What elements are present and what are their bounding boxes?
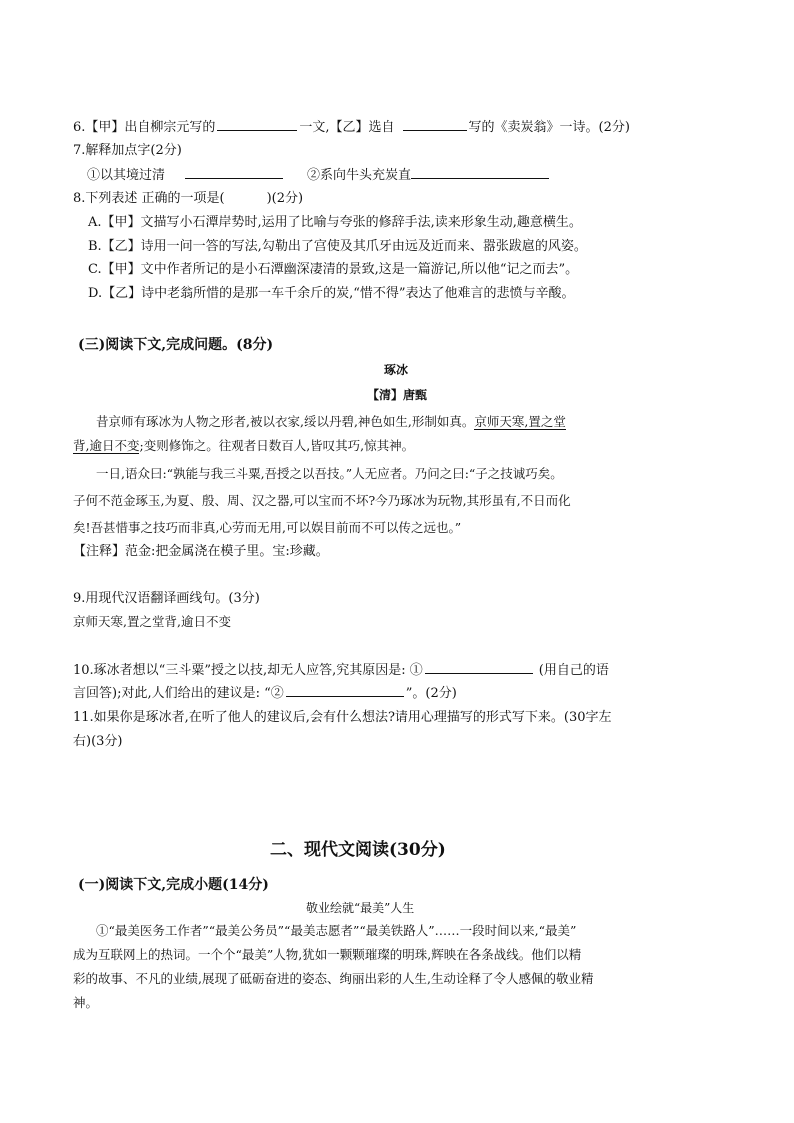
q8-option-b: B.【乙】诗用一问一答的写法,勾勒出了宫使及其爪牙由远及近而来、嚣张跋扈的风姿。	[88, 239, 587, 254]
q6-text-post: 写的《卖炭翁》一诗。(2分)	[468, 120, 630, 135]
q6-blank-2[interactable]	[403, 118, 467, 131]
part-2-subheading: (一)阅读下文,完成小题(14分)	[78, 877, 269, 893]
q8-option-d: D.【乙】诗中老翁所惜的是那一车千余斤的炭,“惜不得”表达了他难言的悲愤与辛酸。	[88, 286, 575, 301]
passage-author: 【清】唐甄	[367, 388, 428, 402]
article-line-4: 神。	[73, 995, 99, 1010]
passage-line-2	[73, 437, 414, 455]
q10-text-c: 言回答);对此,人们给出的建议是: “②	[73, 686, 284, 701]
q6-text-mid: 一文,【乙】选自	[299, 120, 395, 135]
q8-text-pre: 8.下列表述 正确的一项是(	[73, 191, 225, 206]
question-7-items	[87, 166, 549, 185]
question-9-sentence: 京师天寒,置之堂背,逾日不变	[73, 614, 231, 629]
question-10-line-1	[73, 661, 609, 680]
q10-blank-1[interactable]	[425, 661, 533, 674]
question-11-line-2: 右)(3分)	[73, 734, 123, 749]
article-title: 敬业绘就“最美”人生	[306, 901, 415, 915]
underlined-sentence-part-2: 背,逾日不变	[73, 438, 140, 453]
q10-text-d: ”。(2分)	[405, 686, 457, 701]
passage-line-5: 矣!吾甚惜事之技巧而非真,心劳而无用,可以娱目前而不可以传之远也。”	[73, 520, 462, 535]
q6-blank-1[interactable]	[217, 118, 297, 131]
question-7-title: 7.解释加点字(2分)	[73, 143, 182, 158]
question-9: 9.用现代汉语翻译画线句。(3分)	[73, 591, 260, 606]
article-line-2: 成为互联网上的热词。一个个“最美”人物,犹如一颗颗璀璨的明珠,辉映在各条战线。他们以精	[73, 947, 582, 962]
question-10-line-2	[73, 684, 457, 703]
q10-text-a: 10.琢冰者想以“三斗粟”授之以技,却无人应答,究其原因是: ①	[73, 663, 423, 678]
q7-blank-a[interactable]	[185, 166, 283, 179]
article-line-1: ①“最美医务工作者”“最美公务员”“最美志愿者”“最美铁路人”……一段时间以来,“最美”	[96, 923, 577, 938]
q7-item-b: ②系向牛头充炭直	[307, 168, 412, 183]
question-11-line-1: 11.如果你是琢冰者,在听了他人的建议后,会有什么想法?请用心理描写的形式写下来。(30字左	[73, 710, 612, 725]
q10-text-b: (用自己的语	[538, 663, 609, 678]
question-6	[73, 118, 630, 137]
passage-title: 琢冰	[384, 363, 409, 377]
q8-option-a: A.【甲】文描写小石潭岸势时,运用了比喻与夸张的修辞手法,读来形象生动,趣意横生。	[88, 215, 582, 230]
section-3-heading: (三)阅读下文,完成问题。(8分)	[78, 337, 274, 353]
passage-line-3: 一日,语众曰:“孰能与我三斗粟,吾授之以吾技。”人无应者。乃问之曰:“子之技诚巧矣。	[96, 466, 563, 481]
passage-line-1	[96, 413, 566, 431]
q7-blank-b[interactable]	[411, 166, 549, 179]
passage-line-1-text: 昔京师有琢冰为人物之形者,被以衣家,绥以丹碧,神色如生,形制如真。	[96, 414, 475, 429]
passage-line-4: 子何不范金琢玉,为夏、殷、周、汉之器,可以宝而不坏?今乃琢冰为玩物,其形虽有,不日而化	[73, 493, 571, 508]
q8-option-c: C.【甲】文中作者所记的是小石潭幽深凄清的景致,这是一篇游记,所以他“记之而去”。	[88, 262, 579, 277]
passage-note: 【注释】范金:把金属浇在模子里。宝:珍藏。	[73, 544, 329, 559]
part-2-heading: 二、现代文阅读(30分)	[270, 840, 446, 860]
passage-line-2-text: ;变则修饰之。往观者日数百人,皆叹其巧,惊其神。	[139, 438, 415, 453]
underlined-sentence-part-1: 京师天寒,置之堂	[474, 414, 566, 429]
q10-blank-2[interactable]	[286, 684, 404, 697]
q8-text-post: )(2分)	[266, 191, 304, 206]
question-8	[73, 190, 303, 208]
q7-item-a: ①以其境过清	[87, 168, 166, 183]
article-line-3: 彩的故事、不凡的业绩,展现了砥砺奋进的姿态、绚丽出彩的人生,生动诠释了令人感佩的敬业精	[73, 971, 594, 986]
q6-text-pre: 6.【甲】出自柳宗元写的	[73, 120, 216, 135]
